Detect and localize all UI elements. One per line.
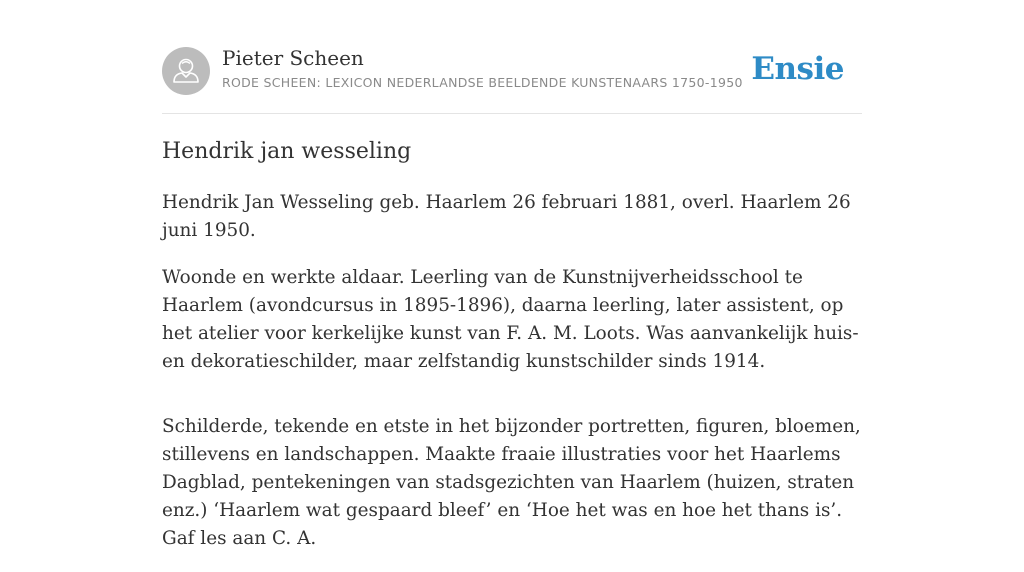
source-publication[interactable]: RODE SCHEEN: LEXICON NEDERLANDSE BEELDENDE KUNSTENAARS 1750-1950 (222, 75, 743, 90)
author-header (162, 46, 862, 96)
article-paragraph: Hendrik Jan Wesseling geb. Haarlem 26 februari 1881, overl. Haarlem 26 juni 1950. (162, 192, 851, 241)
article-paragraph: Schilderde, tekende en etste in het bijzonder portretten, figuren, bloemen, stillevens en landschappen. Maakte fraaie illustraties voor het Haarlems Dagblad, pentekeningen van stadsgezichten van Haarlem (huizen, straten enz.) ‘Haarlem wat gespaard bleef’ en ‘Hoe het was en hoe het thans is’. Gaf les aan C. A. (162, 416, 861, 549)
article-paragraph: Woonde en werkte aldaar. Leerling van de Kunstnijverheidsschool te Haarlem (avondcursus in 1895-1896), daarna leerling, later assistent, op het atelier voor kerkelijke kunst van F. A. M. Loots. Was aanvankelijk huis- en dekoratieschilder, maar zelfstandig kunstschilder sinds 1914. (162, 267, 859, 372)
user-silhouette-icon (162, 47, 210, 95)
article-title: Hendrik jan wesseling (162, 139, 412, 164)
author-name[interactable]: Pieter Scheen (222, 46, 364, 70)
header-divider (162, 113, 862, 114)
article-body (162, 189, 867, 572)
ensie-logo[interactable]: Ensie (751, 51, 844, 87)
author-avatar[interactable] (162, 47, 210, 95)
